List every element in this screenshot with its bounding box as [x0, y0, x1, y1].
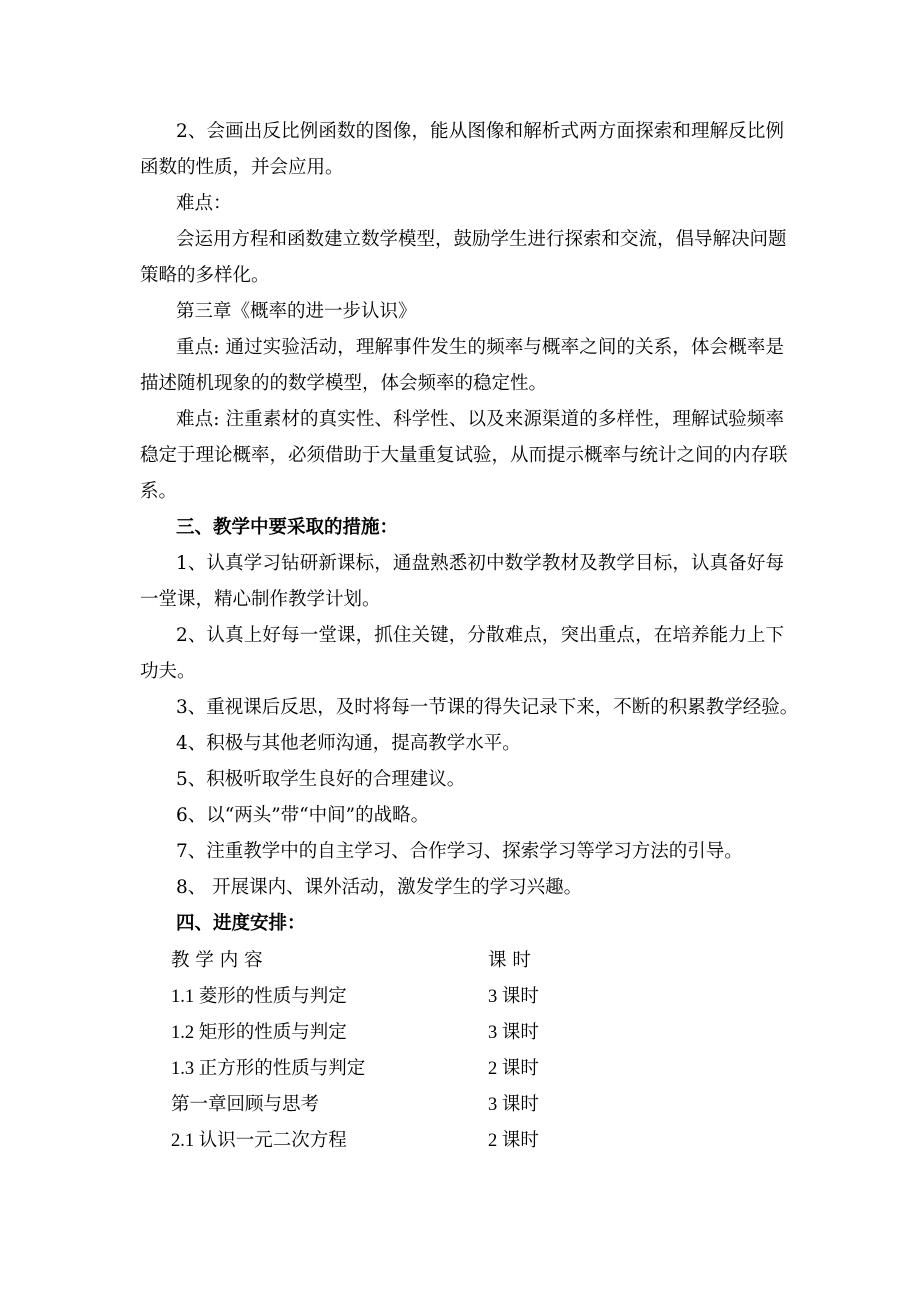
- schedule-header-content: 教 学 内 容: [171, 950, 263, 971]
- paragraph-line: 难点: 注重素材的真实性、科学性、以及来源渠道的多样性，理解试验频率: [176, 409, 784, 430]
- list-item: 7、注重教学中的自主学习、合作学习、探索学习等学习方法的引导。: [176, 841, 743, 862]
- paragraph-line: 重点: 通过实验活动，理解事件发生的频率与概率之间的关系，体会概率是: [176, 337, 784, 358]
- difficulty-label: 难点：: [176, 193, 232, 214]
- schedule-row-content: 第一章回顾与思考: [171, 1095, 320, 1115]
- schedule-row-hours: 3 课时: [488, 1023, 539, 1043]
- schedule-row-hours: 3 课时: [488, 987, 539, 1007]
- schedule-row-hours: 2 课时: [488, 1059, 539, 1079]
- paragraph-line: 2、会画出反比例函数的图像，能从图像和解析式两方面探索和理解反比例: [176, 121, 784, 142]
- schedule-row-content: 1.1 菱形的性质与判定: [171, 987, 347, 1007]
- schedule-row-content: 2.1 认识一元二次方程: [171, 1131, 347, 1151]
- list-item-continuation: 功夫。: [140, 661, 196, 682]
- paragraph-line: 会运用方程和函数建立数学模型，鼓励学生进行探索和交流，倡导解决问题: [176, 229, 787, 250]
- schedule-row-hours: 3 课时: [488, 1095, 539, 1115]
- paragraph-line: 函数的性质，并会应用。: [140, 157, 344, 178]
- paragraph-line: 系。: [140, 481, 178, 502]
- list-item-continuation: 一堂课，精心制作教学计划。: [140, 589, 381, 610]
- list-item: 4、积极与其他老师沟通，提高教学水平。: [176, 733, 521, 754]
- schedule-row-content: 1.3 正方形的性质与判定: [171, 1059, 366, 1079]
- list-item: 2、认真上好每一堂课，抓住关键，分散难点，突出重点，在培养能力上下: [176, 625, 784, 646]
- list-item: 5、积极听取学生良好的合理建议。: [176, 769, 466, 790]
- list-item: 1、认真学习钻研新课标，通盘熟悉初中数学教材及教学目标，认真备好每: [176, 553, 784, 574]
- list-item: 8、 开展课内、课外活动，激发学生的学习兴趣。: [176, 877, 583, 898]
- paragraph-line: 描述随机现象的的数学模型，体会频率的稳定性。: [140, 373, 548, 394]
- section-heading: 四、进度安排：: [176, 913, 306, 934]
- section-heading: 三、教学中要采取的措施：: [176, 517, 399, 538]
- list-item: 6、以“两头”带“中间”的战略。: [176, 805, 430, 826]
- paragraph-line: 策略的多样化。: [140, 265, 270, 286]
- schedule-row-hours: 2 课时: [488, 1131, 539, 1151]
- schedule-row-content: 1.2 矩形的性质与判定: [171, 1023, 347, 1043]
- schedule-header-hours: 课 时: [488, 950, 531, 971]
- paragraph-line: 稳定于理论概率，必须借助于大量重复试验，从而提示概率与统计之间的内存联: [140, 445, 788, 466]
- chapter-title: 第三章《概率的进一步认识》: [176, 301, 417, 322]
- list-item: 3、重视课后反思，及时将每一节课的得失记录下来，不断的积累教学经验。: [176, 697, 799, 718]
